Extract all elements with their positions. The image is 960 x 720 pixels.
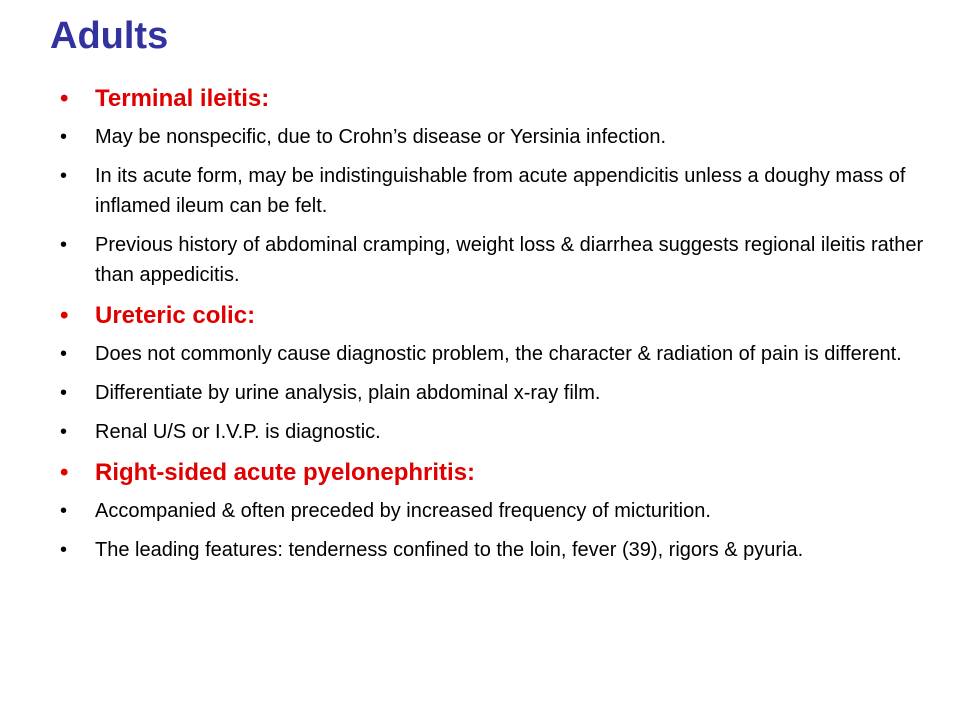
heading-text: Terminal ileitis: — [95, 85, 270, 112]
item-text: In its acute form, may be indistinguishable from acute appendicitis unless a doughy mass of inflamed ileum can be felt. — [95, 165, 906, 217]
list-item — [60, 230, 930, 290]
heading-text: Ureteric colic: — [95, 302, 256, 329]
bullet-icon: • — [60, 382, 68, 404]
bullet-icon: • — [60, 421, 68, 443]
bullet-icon: • — [60, 85, 69, 112]
list-item — [60, 535, 930, 565]
section-heading-terminal-ileitis — [60, 82, 930, 116]
item-text: The leading features: tenderness confined to the loin, fever (39), rigors & pyuria. — [95, 539, 804, 561]
list-item — [60, 339, 930, 369]
list-item — [60, 122, 930, 152]
bullet-icon: • — [60, 302, 69, 329]
item-text: May be nonspecific, due to Crohn’s disease or Yersinia infection. — [95, 126, 667, 148]
section-heading-ureteric-colic — [60, 299, 930, 333]
list-item — [60, 378, 930, 408]
list-item — [60, 496, 930, 526]
bullet-icon: • — [60, 459, 69, 486]
item-text: Does not commonly cause diagnostic problem, the character & radiation of pain is different. — [95, 343, 902, 365]
bullet-icon: • — [60, 234, 68, 256]
list-item — [60, 161, 930, 221]
bullet-icon: • — [60, 165, 68, 187]
bullet-icon: • — [60, 126, 68, 148]
list-item — [60, 417, 930, 447]
item-text: Previous history of abdominal cramping, weight loss & diarrhea suggests regional ileitis rather than appedicitis. — [95, 234, 924, 286]
heading-text: Right-sided acute pyelonephritis: — [95, 459, 476, 486]
bullet-icon: • — [60, 343, 68, 365]
bullet-list — [60, 82, 930, 574]
bullet-icon: • — [60, 500, 68, 522]
item-text: Renal U/S or I.V.P. is diagnostic. — [95, 421, 381, 443]
bullet-icon: • — [60, 539, 68, 561]
item-text: Differentiate by urine analysis, plain abdominal x-ray film. — [95, 382, 601, 404]
slide-title: Adults — [50, 15, 169, 57]
item-text: Accompanied & often preceded by increased frequency of micturition. — [95, 500, 711, 522]
section-heading-pyelonephritis — [60, 456, 930, 490]
